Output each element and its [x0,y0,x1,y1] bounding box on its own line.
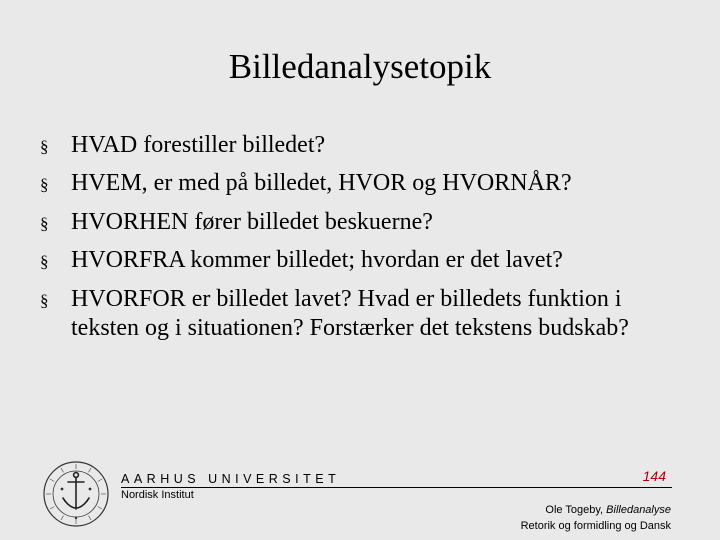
bullet-item [40,285,680,344]
bullet-item [40,246,680,276]
section-sign-icon: § [40,137,49,156]
bullet-text: HVORFRA kommer billedet; hvordan er det lavet? [71,247,563,274]
section-sign-icon: § [40,290,49,310]
bullet-item [40,131,680,161]
bullet-text: HVAD forestiller billedet? [71,132,326,158]
section-sign-icon: § [40,213,49,233]
bullet-list [40,131,680,353]
bullet-text: HVORFOR er billedet lavet? Hvad er billedets funktion i teksten og i situationen? Forstærker det tekstens budskab? [71,285,629,342]
institute-name: Nordisk Institut [121,489,194,501]
bullet-text: HVEM, er med på billedet, HVOR og HVORNÅR? [71,170,572,197]
footer-divider [121,487,672,488]
page-number: 144 [642,468,666,484]
course-name: Retorik og formidling og Dansk [520,520,671,532]
university-seal-icon [42,460,110,528]
section-sign-icon: § [40,175,49,195]
author-name: Ole Togeby, [545,504,604,516]
slide-title: Billedanalysetopik [228,47,492,86]
bullet-item [40,208,680,238]
bullet-item [40,169,680,199]
university-name: AARHUS UNIVERSITET [121,472,341,486]
bullet-text: HVORHEN fører billedet beskuerne? [71,208,433,235]
work-title: Billedanalyse [606,504,671,516]
footer-credit [521,502,671,534]
section-sign-icon: § [40,252,49,272]
credit-author-line [521,502,671,518]
